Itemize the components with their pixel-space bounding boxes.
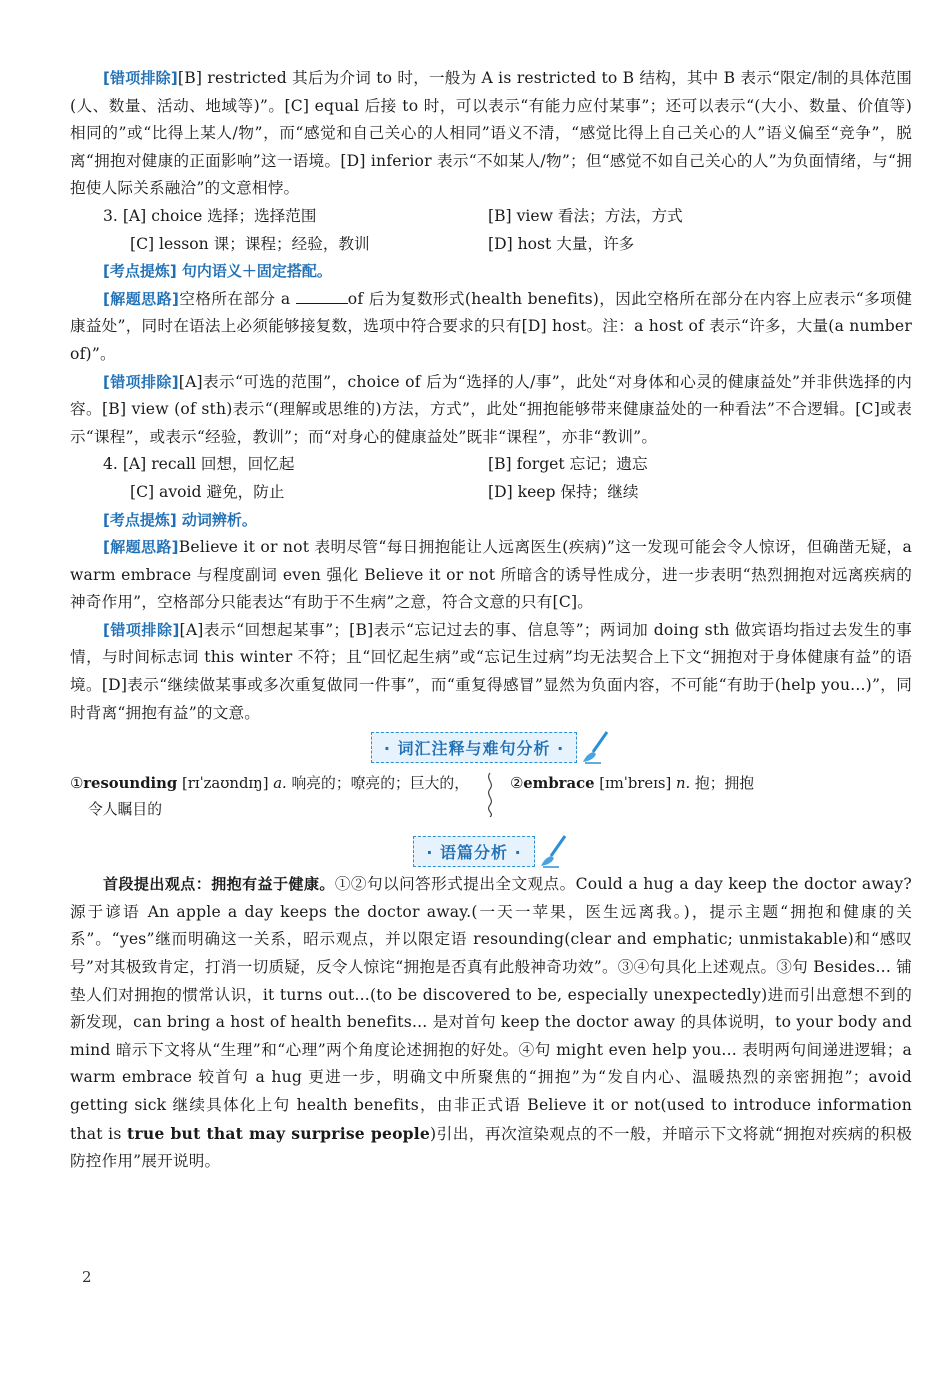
analysis-banner [70,831,912,871]
vocab-banner [70,727,912,767]
wave-divider-icon [483,771,497,817]
analysis-paragraph: 首段提出观点：拥抱有益于健康。①②句以问答形式提出全文观点。Could a hug a day keep the doctor away? 源于谚语 An apple a day keeps the doctor away.(一天一苹果，医生远离我。)，提示主题“拥抱和健康的关系”。“yes”继而明确这一关系，昭示观点，并以限定语 resounding(clear and emphatic; unmistakable)和“感叹号”对其极致肯定，打消一切质疑，反令人惊诧“拥抱是否真有此般神奇功效”。③④句具化上述观点。③句 Besides... 铺垫人们对拥抱的惯常认识，it turns out...(to be discovered to be, especially unexpectedly)进而引出意想不到的新发现，can bring a host of health benefits... 是对首句 keep the doctor away 的具体说明，to your body and mind 暗示下文将从“生理”和“心理”两个角度论述拥抱的好处。④句 might even help you... 表明两句间递进逻辑；a warm embrace 较首句 a hug 更进一步，明确文中所聚焦的“拥抱”为“发自内心、温暖热烈的亲密拥抱”；avoid getting sick 继续具体化上句 health benefits，由非正式语 Believe it or not(used to introduce information that is true but that may surprise people)引出，再次渲染观点的不一般，并暗示下文将就“拥抱对疾病的积极防控作用”展开说明。 [70,875,913,1171]
analysis-lead: 首段提出观点：拥抱有益于健康。 [103,875,335,894]
analysis-section-title: · 语篇分析 · [413,836,534,867]
q3-option-d: [D] host 大量，许多 [488,234,635,253]
q4-option-d: [D] keep 保持；继续 [488,482,639,501]
q3-option-c: [C] lesson 课；课程；经验，教训 [130,234,370,253]
brush-icon [539,834,569,868]
paragraph-q2-elimination: [错项排除][B] restricted 其后为介词 to 时，一般为 A is restricted to B 结构，其中 B 表示“限定/制的具体范围(人、数量、活动、地域等)”。[C] equal 后接 to 时，可以表示“有能力应付某事”；还可以表示“(大小、数量、价值等)相同的”或“比得上某人/物”，而“感觉和自己关心的人相同”语义不清，“感觉比得上自己关心的人”语义偏至“竞争”，脱离“拥抱对健康的正面影响”这一语境。[D] inferior 表示“不如某人/物”；但“感觉不如自己关心的人”为负面情绪，与“拥抱使人际关系融洽”的文意相悖。 [70,69,912,198]
blank-line [296,289,348,304]
q4-key-point: [考点提炼] 动词辨析。 [103,510,257,529]
vocab-list [70,771,912,823]
vocab-section-title: · 词汇注释与难句分析 · [371,732,577,763]
q3-key-point: [考点提炼] 句内语义＋固定搭配。 [103,262,332,281]
brush-icon [581,730,611,764]
q3-options [70,203,912,258]
q4-elimination: [错项排除][A]表示“回想起某事”；[B]表示“忘记过去的事、信息等”；两词加 doing sth 做宾语均指过去发生的事情，与时间标志词 this winter 不符；且“回忆起生病”或“忘记生过病”均无法契合上下文“拥抱对于身体健康有益”的语境。[D]表示“继续做某事或多次重复做同一件事”，而“重复得感冒”显然为负面内容，不可能“有助于(help you...)”，同时背离“拥抱有益”的文意。 [70,620,912,722]
vocab-item-embrace: ②embrace [ɪmˈbreɪs] n. 抱；拥抱 [510,775,755,793]
q4-option-b: [B] forget 忘记；遗忘 [488,455,648,474]
page-content [70,65,912,1176]
label-elimination: [错项排除] [103,69,178,87]
page-number: 2 [82,1268,92,1286]
q3-elimination: [错项排除][A]表示“可选的范围”，choice of 后为“选择的人/事”，此处“对身体和心灵的健康益处”并非供选择的内容。[B] view (of sth)表示“(理解或思维的)方法，方式”，此处“拥抱能够带来健康益处的一种看法”不合逻辑。[C]或表示“课程”，或表示“经验，教训”；而“对身心的健康益处”既非“课程”，亦非“教训”。 [70,372,912,446]
q4-reasoning: [解题思路]Believe it or not 表明尽管“每日拥抱能让人远离医生(疾病)”这一发现可能会令人惊讶，但确凿无疑，a warm embrace 与程度副词 even 强化 Believe it or not 所暗含的诱导性成分，进一步表明“热烈拥抱对远离疾病的神奇作用”，空格部分只能表达“有助于不生病”之意，符合文意的只有[C]。 [70,538,912,612]
q4-option-a: 4. [A] recall 回想，回忆起 [103,455,295,474]
vocab-item-resounding: ①resounding [rɪˈzaʊndɪŋ] a. 响亮的；嘹亮的；巨大的， 令人瞩目的 [70,775,470,819]
divider-wave [470,771,510,823]
q3-option-b: [B] view 看法；方法，方式 [488,206,683,225]
q4-option-c: [C] avoid 避免，防止 [130,482,285,501]
q3-option-a: 3. [A] choice 选择；选择范围 [103,206,317,225]
q4-options [70,451,912,506]
q3-reasoning: [解题思路]空格所在部分 a of 后为复数形式(health benefits)，因此空格所在部分在内容上应表示“多项健康益处”，同时在语法上必须能够接复数，选项中符合要求的只有[D] host。注：a host of 表示“许多，大量(a number of)”。 [70,289,912,363]
